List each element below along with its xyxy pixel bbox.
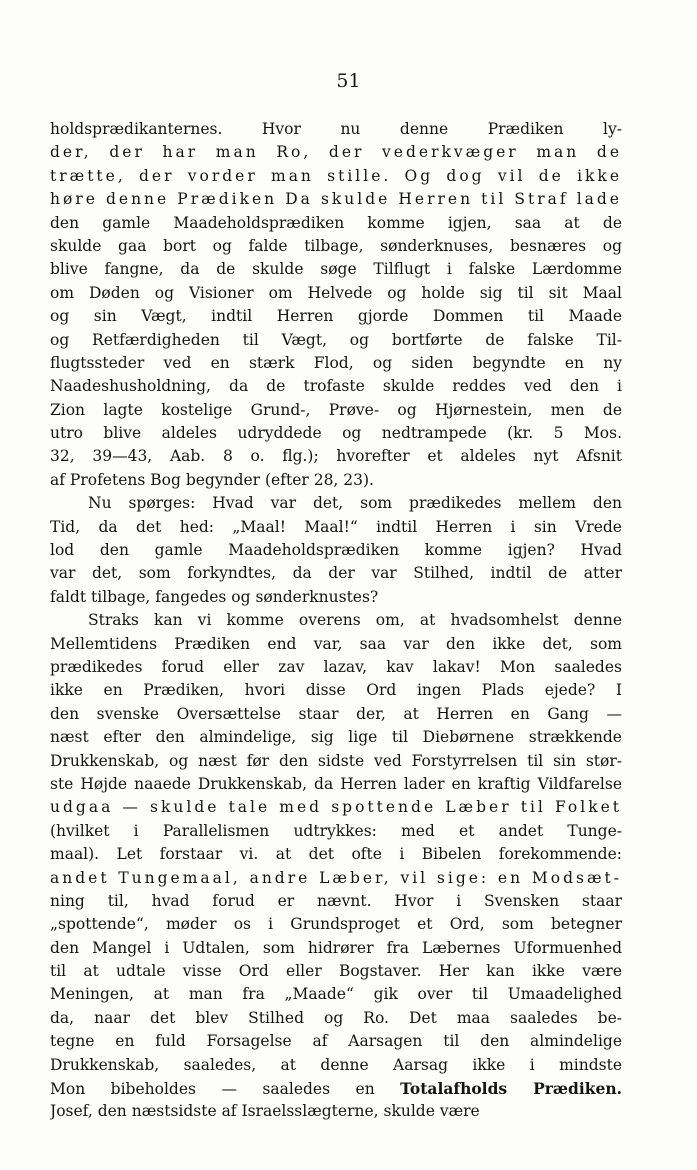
- text-line: [50, 937, 622, 960]
- line-segment: trætte, der vorder man stille. Og dog vil de ikke: [50, 166, 622, 185]
- text-line: [50, 1054, 622, 1077]
- line-segment: ikke en Prædiken, hvori disse Ord ingen Plads ejede? I: [50, 681, 622, 700]
- line-segment: faldt tilbage, fangedes og sønderknustes?: [50, 587, 379, 606]
- line-segment: da, naar det blev Stilhed og Ro. Det maa saaledes be-: [50, 1008, 622, 1027]
- text-line: [50, 1007, 622, 1030]
- text-line: [50, 329, 622, 352]
- text-line: [50, 375, 622, 398]
- line-segment: prædikedes forud eller zav lazav, kav lakav! Mon saaledes: [50, 657, 622, 676]
- text-line: [50, 212, 622, 235]
- line-segment: andet Tungemaal, andre Læber, vil sige: en Modsæt-: [50, 868, 622, 887]
- line-segment: var det, som forkyndtes, da der var Stilhed, indtil de atter: [50, 564, 622, 583]
- text-line: [50, 1077, 622, 1100]
- text-line: [50, 820, 622, 843]
- line-segment: næst efter den almindelige, sig lige til Diebørnene strækkende: [50, 728, 622, 747]
- line-segment: og sin Vægt, indtil Herren gjorde Dommen til Maade: [50, 307, 622, 326]
- line-segment: Meningen, at man fra „Maade“ gik over til Umaadelighed: [50, 985, 622, 1004]
- text-line: [50, 773, 622, 796]
- text-line: [50, 445, 622, 468]
- text-line: [50, 913, 622, 936]
- line-segment: ning til, hvad forud er nævnt. Hvor i Svensken staar: [50, 891, 622, 910]
- line-segment: der, der har man Ro, der vederkvæger man de: [50, 143, 622, 162]
- text-line: [50, 1030, 622, 1053]
- line-segment: om Døden og Visioner om Helvede og holde sig til sit Maal: [50, 283, 622, 302]
- text-line: [50, 258, 622, 281]
- line-segment: Drukkenskab, saaledes, at denne Aarsag ikke i mindste: [50, 1055, 622, 1074]
- text-line: [50, 516, 622, 539]
- page-number: 51: [336, 70, 361, 92]
- line-segment: af Profetens Bog begynder (efter 28, 23).: [50, 470, 374, 489]
- text-line: [50, 843, 622, 866]
- text-line: [50, 633, 622, 656]
- text-line: [50, 305, 622, 328]
- line-segment: maal). Let forstaar vi. at det ofte i Bibelen forekommende:: [50, 845, 622, 864]
- text-line: [50, 679, 622, 702]
- line-segment: den Mangel i Udtalen, som hidrører fra Læbernes Uformuenhed: [50, 938, 622, 957]
- text-line: [50, 796, 622, 819]
- text-line: [50, 492, 622, 515]
- line-segment: Drukkenskab, og næst før den sidste ved Forstyrrelsen til sin stør-: [50, 751, 622, 770]
- line-segment: (hvilket i Parallelismen udtrykkes: med et andet Tunge-: [50, 821, 622, 840]
- text-line: [50, 422, 622, 445]
- text-line: [50, 890, 622, 913]
- line-segment: Mellemtidens Prædiken end var, saa var den ikke det, som: [50, 634, 622, 653]
- line-segment: utro blive aldeles udryddede og nedtrampede (kr. 5 Mos.: [50, 424, 622, 443]
- text-line: [50, 235, 622, 258]
- line-segment: flugtssteder ved en stærk Flod, og siden begyndte en ny: [50, 353, 622, 372]
- text-line: [50, 656, 622, 679]
- text-line: [50, 960, 622, 983]
- line-segment: lod den gamle Maadeholdsprædiken komme igjen? Hvad: [50, 541, 622, 560]
- text-line: [50, 188, 622, 211]
- text-line: [50, 726, 622, 749]
- line-segment: Naadeshusholdning, da de trofaste skulde reddes ved den i: [50, 377, 622, 396]
- line-segment: den svenske Oversættelse staar der, at Herren en Gang —: [50, 704, 622, 723]
- text-line: [50, 118, 622, 141]
- text-line: [50, 539, 622, 562]
- line-segment: „spottende“, møder os i Grundsproget et Ord, som betegner: [50, 915, 622, 934]
- text-line: [50, 399, 622, 422]
- line-segment: Nu spørges: Hvad var det, som prædikedes mellem den: [88, 494, 622, 513]
- line-segment: 32, 39—43, Aab. 8 o. flg.); hvorefter et aldeles nyt Afsnit: [50, 447, 622, 466]
- line-segment: ste Højde naaede Drukkenskab, da Herren lader en kraftig Vildfarelse: [50, 774, 622, 793]
- line-segment: Josef, den næstsidste af Israelsslægterne, skulde være: [50, 1102, 480, 1121]
- line-segment: holdsprædikanternes. Hvor nu denne Prædiken ly-: [50, 120, 622, 138]
- line-segment: Tid, da det hed: „Maal! Maal!“ indtil Herren i sin Vrede: [50, 517, 622, 536]
- text-line: [50, 562, 622, 585]
- text-line: [50, 352, 622, 375]
- line-segment: og Retfærdigheden til Vægt, og bortførte de falske Til-: [50, 330, 622, 349]
- text-line: [50, 867, 622, 890]
- text-line: [50, 282, 622, 305]
- text-line: [50, 983, 622, 1006]
- line-segment: til at udtale visse Ord eller Bogstaver. Her kan ikke være: [50, 962, 622, 981]
- line-segment: skulde gaa bort og falde tilbage, sønderknuses, besnæres og: [50, 236, 622, 255]
- line-segment: udgaa — skulde tale med spottende Læber til Folket: [50, 798, 622, 817]
- text-line: [50, 141, 622, 164]
- text-line: [50, 165, 622, 188]
- text-line: [50, 1100, 622, 1123]
- line-segment: den gamle Maadeholdsprædiken komme igjen, saa at de: [50, 213, 622, 232]
- bold-phrase: Totalafholds Prædiken.: [400, 1079, 622, 1099]
- text-line: [50, 609, 622, 632]
- text-line: [50, 750, 622, 773]
- text-line: [50, 586, 622, 609]
- line-segment: høre denne Prædiken Da skulde Herren til Straf lade: [50, 190, 622, 209]
- line-segment: Straks kan vi komme overens om, at hvadsomhelst denne: [88, 611, 622, 630]
- line-segment: Zion lagte kostelige Grund-, Prøve- og Hjørnestein, men de: [50, 400, 622, 419]
- body-text: [50, 118, 622, 1124]
- line-segment: tegne en fuld Forsagelse af Aarsagen til den almindelige: [50, 1032, 622, 1051]
- line-segment: blive fangne, da de skulde søge Tilflugt i falske Lærdomme: [50, 260, 622, 279]
- text-line: [50, 703, 622, 726]
- line-segment: Mon bibeholdes — saaledes en: [50, 1080, 401, 1099]
- text-line: [50, 469, 622, 492]
